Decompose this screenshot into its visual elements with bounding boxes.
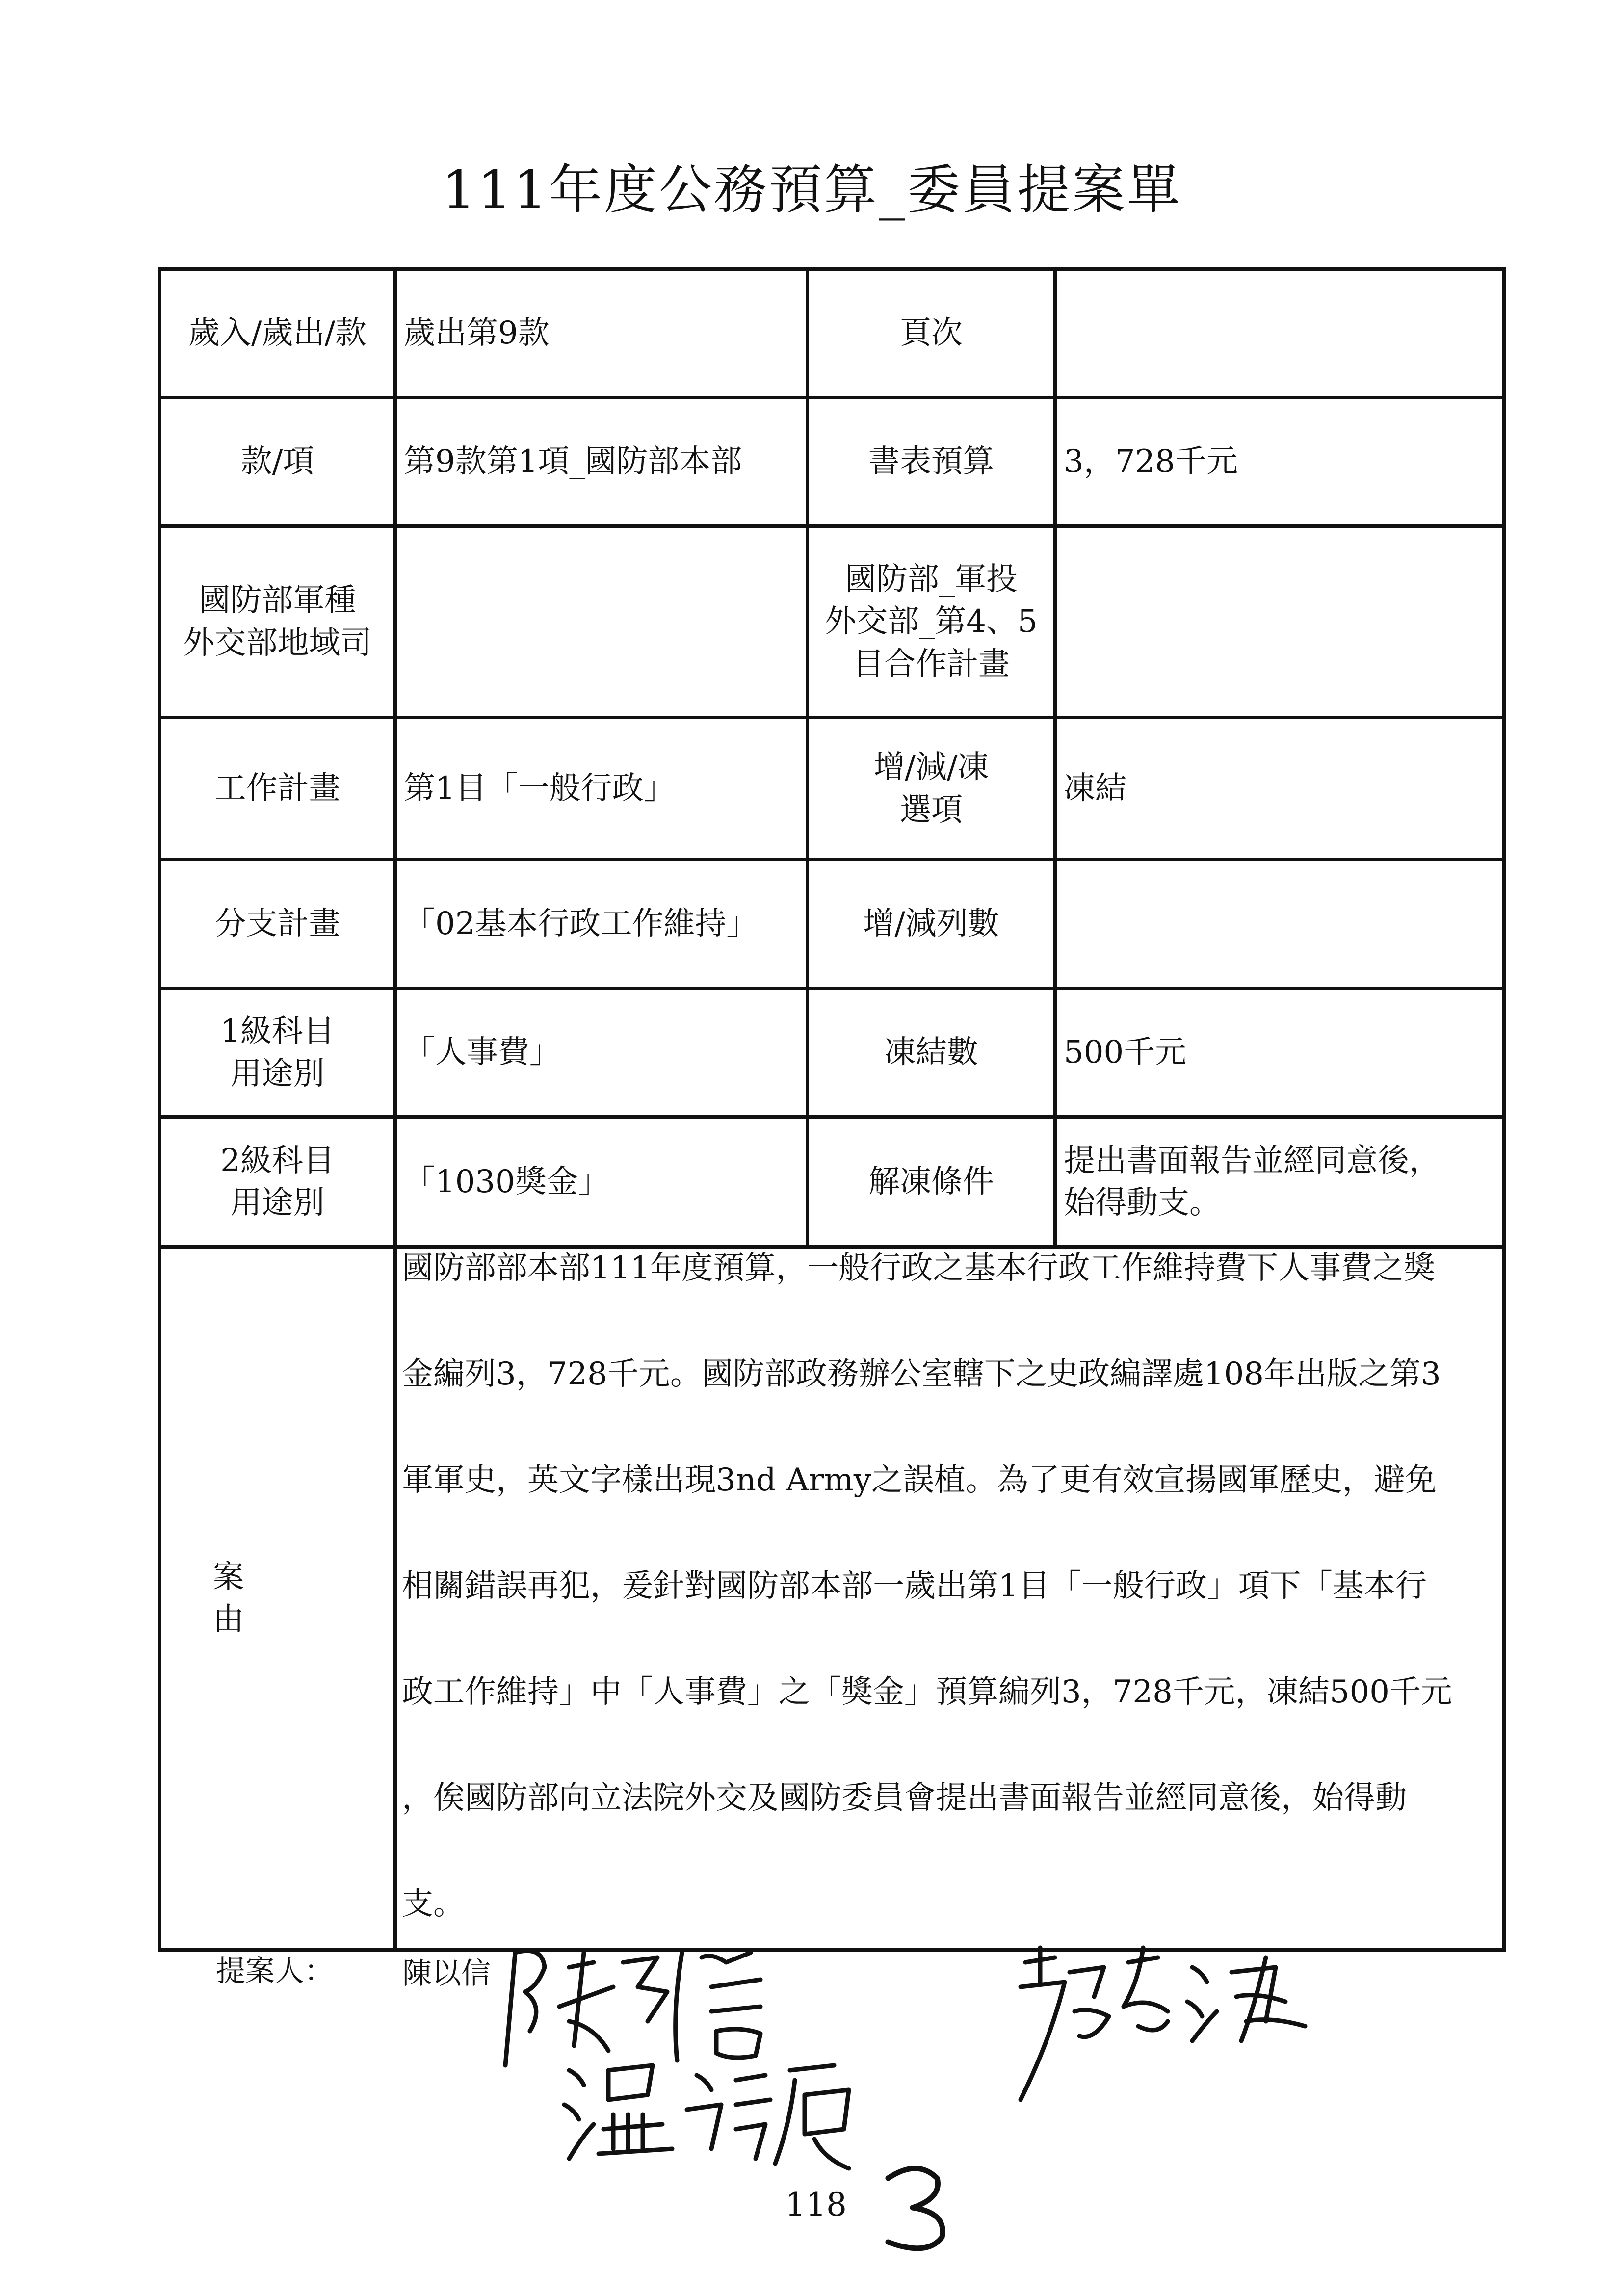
- signature-wen-yu-hsia: [559, 2051, 864, 2178]
- handwritten-page-mark: [878, 2159, 957, 2257]
- page-number: 118: [785, 2186, 847, 2223]
- budget-label: 書表預算: [808, 398, 1055, 526]
- adjust-option-label: [808, 718, 1055, 860]
- budget-value: 3，728千元: [1055, 398, 1504, 526]
- sub-plan-label: 分支計畫: [160, 860, 395, 989]
- label-line: 1級科目: [220, 1013, 335, 1050]
- label-line: 用途別: [230, 1185, 325, 1221]
- reason-body: [395, 1247, 1504, 1950]
- level2-category-value: 「1030獎金」: [395, 1117, 808, 1247]
- reason-line: 相關錯誤再犯，爰針對國防部本部一歲出第1目「一般行政」項下「基本行: [402, 1568, 1427, 1604]
- label-line: 目合作計畫: [853, 646, 1010, 682]
- table-row: [160, 526, 1504, 718]
- cooperation-plan-label: [808, 526, 1055, 718]
- table-row: [160, 989, 1504, 1117]
- label-line: 國防部_軍投: [845, 561, 1018, 598]
- label-line: 外交部地域司: [183, 625, 372, 661]
- table-row: [160, 1247, 1504, 1950]
- reason-line: 金編列3，728千元。國防部政務辦公室轄下之史政編譯處108年出版之第3: [402, 1356, 1441, 1392]
- freeze-amount-label: 凍結數: [808, 989, 1055, 1117]
- reason-line: 政工作維持」中「人事費」之「獎金」預算編列3，728千元，凍結500千元: [402, 1674, 1453, 1710]
- reason-label-text: 案由: [212, 1559, 342, 1638]
- reason-line: ，俟國防部向立法院外交及國防委員會提出書面報告並經同意後，始得動: [402, 1780, 1407, 1816]
- value-line: 提出書面報告並經同意後，: [1064, 1142, 1441, 1179]
- table-row: [160, 1117, 1504, 1247]
- reason-label: [160, 1247, 395, 1950]
- section-item-value: 第9款第1項_國防部本部: [395, 398, 808, 526]
- table-row: [160, 269, 1504, 398]
- unfreeze-condition-label: 解凍條件: [808, 1117, 1055, 1247]
- work-plan-value: 第1目「一般行政」: [395, 718, 808, 860]
- label-line: 增/減/凍: [873, 749, 989, 786]
- level1-category-label: [160, 989, 395, 1117]
- adjust-amount-label: 增/減列數: [808, 860, 1055, 989]
- signature-lai-shyh-bao: [1011, 1943, 1354, 2110]
- adjust-amount-value: [1055, 860, 1504, 989]
- table-row: [160, 860, 1504, 989]
- label-line: 2級科目: [220, 1142, 335, 1179]
- section-item-label: 款/項: [160, 398, 395, 526]
- freeze-amount-value: 500千元: [1055, 989, 1504, 1117]
- label-line: 選項: [900, 791, 963, 828]
- proposal-form-table: [158, 267, 1506, 1952]
- sub-plan-value: 「02基本行政工作維持」: [395, 860, 808, 989]
- adjust-option-value: 凍結: [1055, 718, 1504, 860]
- unfreeze-condition-value: [1055, 1117, 1504, 1247]
- military-branch-label: [160, 526, 395, 718]
- value-line: 始得動支。: [1064, 1185, 1221, 1221]
- military-branch-value: [395, 526, 808, 718]
- page-title: 111年度公務預算_委員提案單: [442, 159, 1182, 221]
- revenue-expense-label: 歲入/歲出/款: [160, 269, 395, 398]
- table-row: [160, 398, 1504, 526]
- work-plan-label: 工作計畫: [160, 718, 395, 860]
- table-row: [160, 718, 1504, 860]
- label-line: 國防部軍種: [199, 582, 356, 619]
- reason-line: 支。: [402, 1886, 465, 1922]
- proposer-name: 陳以信: [402, 1957, 491, 1991]
- label-line: 外交部_第4、5: [825, 603, 1038, 640]
- page-ref-value: [1055, 269, 1504, 398]
- label-line: 用途別: [230, 1055, 325, 1092]
- reason-line: 國防部部本部111年度預算，一般行政之基本行政工作維持費下人事費之獎: [402, 1250, 1436, 1286]
- page-ref-label: 頁次: [808, 269, 1055, 398]
- cooperation-plan-value: [1055, 526, 1504, 718]
- revenue-expense-value: 歲出第9款: [395, 269, 808, 398]
- level1-category-value: 「人事費」: [395, 989, 808, 1117]
- level2-category-label: [160, 1117, 395, 1247]
- proposer-label: 提案人：: [216, 1954, 334, 1988]
- reason-line: 軍軍史，英文字樣出現3nd Army之誤植。為了更有效宣揚國軍歷史，避免: [402, 1462, 1437, 1498]
